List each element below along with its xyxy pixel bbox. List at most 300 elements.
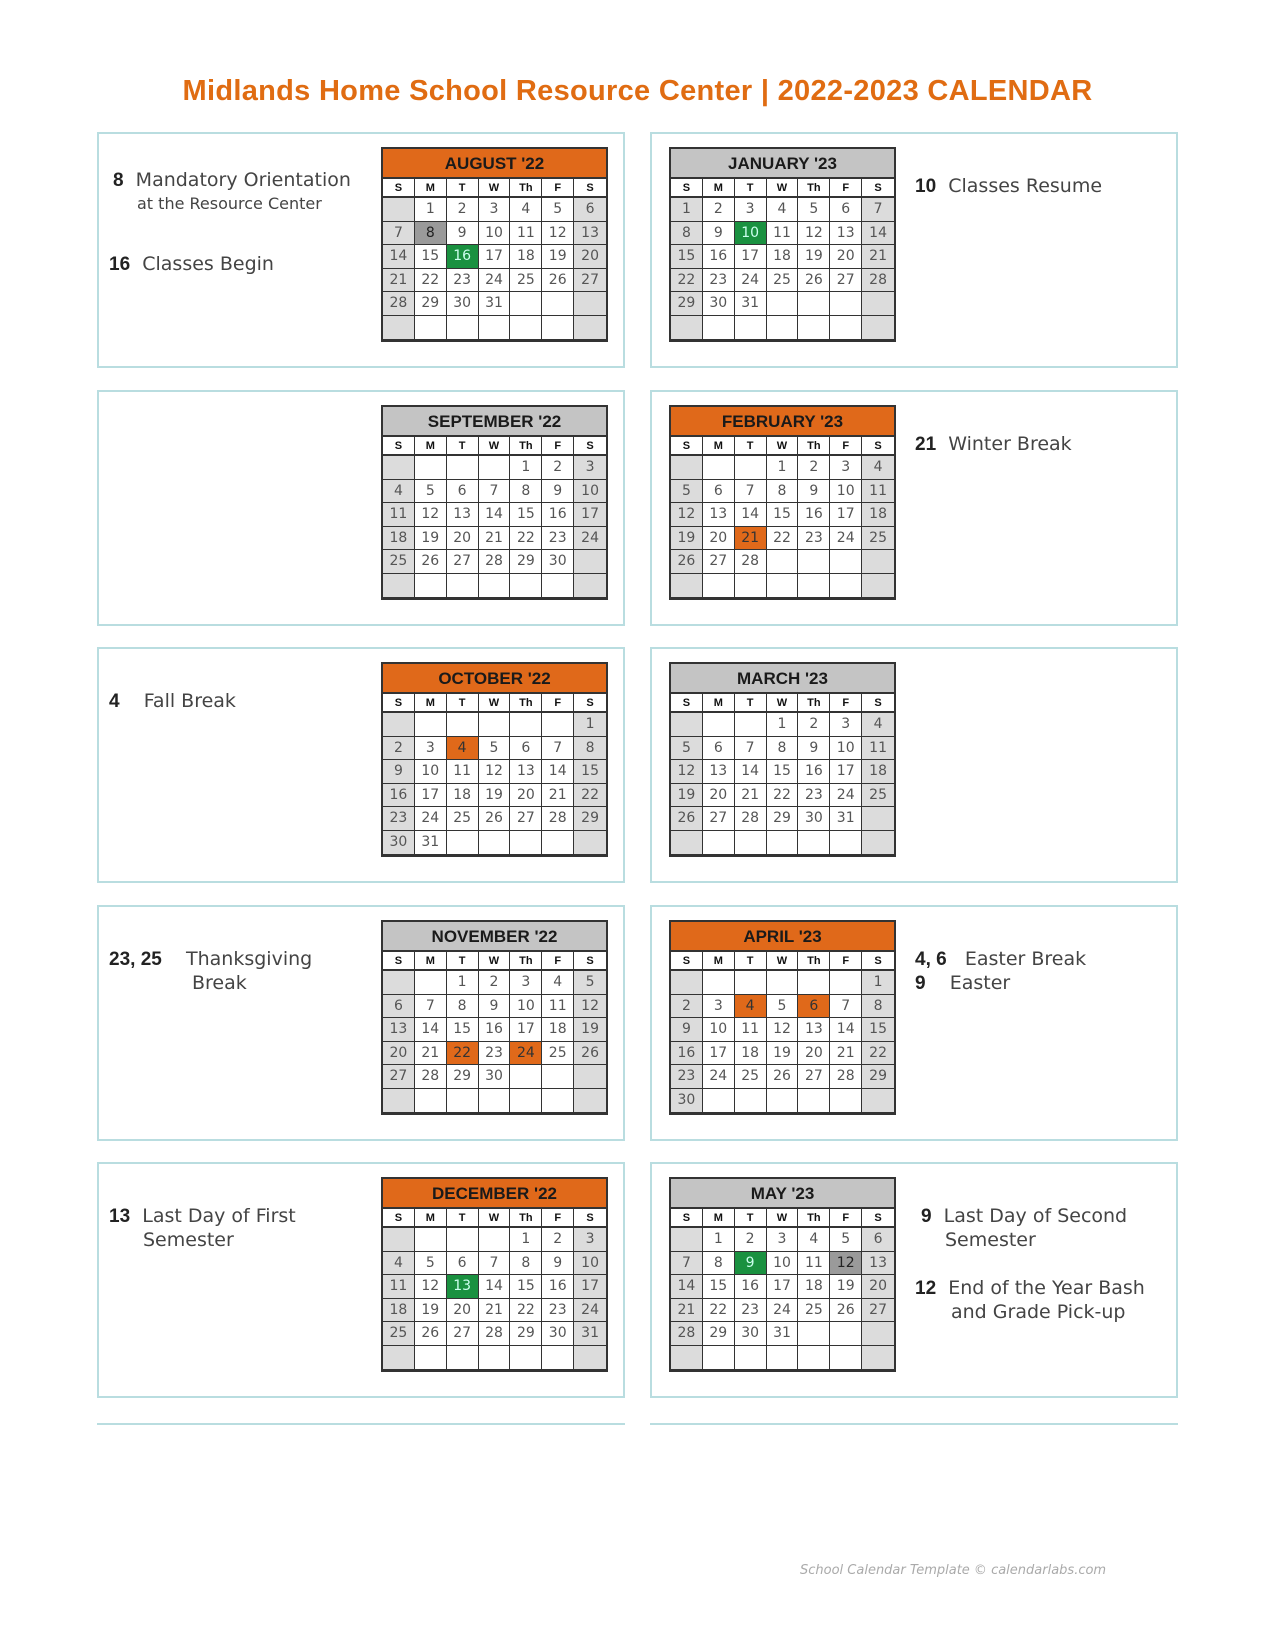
empty-cell bbox=[735, 456, 767, 480]
empty-cell bbox=[703, 456, 735, 480]
day-cell: 28 bbox=[415, 1065, 447, 1089]
day-cell: 15 bbox=[447, 1018, 479, 1042]
empty-cell bbox=[671, 456, 703, 480]
day-cell: 2 bbox=[671, 995, 703, 1019]
weekday-label: S bbox=[574, 952, 606, 971]
day-cell: 10 bbox=[510, 995, 542, 1019]
day-cell: 23 bbox=[542, 527, 574, 551]
day-cell: 20 bbox=[703, 784, 735, 808]
day-cell: 6 bbox=[383, 995, 415, 1019]
day-cell: 15 bbox=[510, 503, 542, 527]
day-cell: 3 bbox=[735, 198, 767, 222]
day-cell: 20 bbox=[830, 245, 862, 269]
day-cell: 17 bbox=[415, 784, 447, 808]
day-cell: 5 bbox=[767, 995, 799, 1019]
empty-cell bbox=[447, 456, 479, 480]
weekday-label: W bbox=[767, 437, 799, 456]
day-cell: 30 bbox=[479, 1065, 511, 1089]
month-header: SEPTEMBER '22 bbox=[383, 407, 606, 437]
empty-cell bbox=[830, 550, 862, 574]
weekday-label: S bbox=[671, 437, 703, 456]
day-cell: 4 bbox=[798, 1228, 830, 1252]
empty-cell bbox=[383, 198, 415, 222]
weekday-label: S bbox=[574, 694, 606, 713]
month-grid bbox=[671, 1209, 894, 1370]
empty-cell bbox=[479, 316, 511, 340]
empty-cell bbox=[671, 713, 703, 737]
empty-cell bbox=[383, 1346, 415, 1370]
event-apr-easter-break: 4, 6 Easter Break bbox=[915, 948, 1087, 970]
day-cell: 28 bbox=[479, 550, 511, 574]
month-grid bbox=[383, 1209, 606, 1370]
day-cell: 14 bbox=[479, 1275, 511, 1299]
empty-cell bbox=[542, 1065, 574, 1089]
day-cell: 19 bbox=[767, 1042, 799, 1066]
day-cell: 21 bbox=[383, 269, 415, 293]
day-cell: 12 bbox=[574, 995, 606, 1019]
month-header: NOVEMBER '22 bbox=[383, 922, 606, 952]
weekday-label: S bbox=[383, 694, 415, 713]
weekday-label: F bbox=[830, 952, 862, 971]
day-cell: 4 bbox=[383, 1252, 415, 1276]
empty-cell bbox=[479, 713, 511, 737]
day-cell: 31 bbox=[479, 292, 511, 316]
weekday-label: W bbox=[767, 179, 799, 198]
day-cell: 22 bbox=[671, 269, 703, 293]
day-cell: 3 bbox=[510, 971, 542, 995]
calendar-october bbox=[381, 662, 608, 857]
panel-april bbox=[650, 905, 1178, 1141]
empty-cell bbox=[767, 574, 799, 598]
weekday-label: M bbox=[415, 437, 447, 456]
day-cell: 22 bbox=[510, 527, 542, 551]
day-cell: 23 bbox=[542, 1299, 574, 1323]
day-cell: 22 bbox=[574, 784, 606, 808]
day-cell: 25 bbox=[862, 784, 894, 808]
day-cell: 13 bbox=[703, 503, 735, 527]
day-cell: 5 bbox=[479, 737, 511, 761]
weekday-label: Th bbox=[510, 179, 542, 198]
event-apr-easter: 9 Easter bbox=[915, 972, 1011, 994]
empty-cell bbox=[542, 316, 574, 340]
empty-cell bbox=[510, 292, 542, 316]
empty-cell bbox=[383, 713, 415, 737]
day-cell: 2 bbox=[542, 1228, 574, 1252]
month-grid bbox=[671, 437, 894, 598]
day-cell: 25 bbox=[798, 1299, 830, 1323]
day-cell: 1 bbox=[671, 198, 703, 222]
day-cell: 23 bbox=[447, 269, 479, 293]
day-cell: 21 bbox=[415, 1042, 447, 1066]
day-cell: 14 bbox=[415, 1018, 447, 1042]
day-cell: 25 bbox=[862, 527, 894, 551]
empty-cell bbox=[574, 831, 606, 855]
weekday-label: F bbox=[830, 179, 862, 198]
empty-cell bbox=[830, 316, 862, 340]
day-cell: 7 bbox=[479, 1252, 511, 1276]
day-cell: 16 bbox=[671, 1042, 703, 1066]
weekday-label: T bbox=[447, 694, 479, 713]
weekday-label: S bbox=[383, 1209, 415, 1228]
day-cell: 19 bbox=[479, 784, 511, 808]
day-cell: 5 bbox=[574, 971, 606, 995]
month-grid bbox=[383, 179, 606, 340]
empty-cell bbox=[862, 1089, 894, 1113]
empty-cell bbox=[574, 1089, 606, 1113]
day-cell: 17 bbox=[479, 245, 511, 269]
day-cell-highlighted: 21 bbox=[735, 527, 767, 551]
day-cell: 4 bbox=[510, 198, 542, 222]
day-cell-highlighted: 13 bbox=[447, 1275, 479, 1299]
day-cell: 12 bbox=[415, 503, 447, 527]
weekday-label: T bbox=[735, 437, 767, 456]
panel-august bbox=[97, 132, 625, 368]
day-cell: 14 bbox=[671, 1275, 703, 1299]
weekday-label: M bbox=[703, 437, 735, 456]
day-cell: 10 bbox=[830, 737, 862, 761]
weekday-label: F bbox=[542, 179, 574, 198]
day-cell: 8 bbox=[447, 995, 479, 1019]
day-cell: 3 bbox=[767, 1228, 799, 1252]
panel-november bbox=[97, 905, 625, 1141]
weekday-label: S bbox=[574, 437, 606, 456]
empty-cell bbox=[574, 1065, 606, 1089]
day-cell: 2 bbox=[798, 456, 830, 480]
empty-cell bbox=[767, 1346, 799, 1370]
day-cell: 20 bbox=[510, 784, 542, 808]
calendar-august bbox=[381, 147, 608, 342]
empty-cell bbox=[735, 831, 767, 855]
day-cell: 25 bbox=[767, 269, 799, 293]
empty-cell bbox=[735, 1089, 767, 1113]
day-cell: 27 bbox=[830, 269, 862, 293]
empty-cell bbox=[415, 316, 447, 340]
event-jan-classes-resume: 10 Classes Resume bbox=[915, 175, 1103, 197]
day-cell: 25 bbox=[383, 550, 415, 574]
day-cell-highlighted: 16 bbox=[447, 245, 479, 269]
day-cell: 3 bbox=[830, 456, 862, 480]
day-cell: 29 bbox=[862, 1065, 894, 1089]
day-cell: 29 bbox=[510, 1322, 542, 1346]
day-cell: 13 bbox=[574, 222, 606, 246]
weekday-label: S bbox=[862, 179, 894, 198]
day-cell: 18 bbox=[383, 1299, 415, 1323]
empty-cell bbox=[479, 574, 511, 598]
day-cell: 2 bbox=[735, 1228, 767, 1252]
empty-cell bbox=[830, 574, 862, 598]
day-cell: 22 bbox=[703, 1299, 735, 1323]
day-cell: 12 bbox=[767, 1018, 799, 1042]
weekday-label: S bbox=[574, 179, 606, 198]
empty-cell bbox=[447, 574, 479, 598]
empty-cell bbox=[703, 1089, 735, 1113]
empty-cell bbox=[574, 550, 606, 574]
day-cell: 2 bbox=[479, 971, 511, 995]
day-cell: 30 bbox=[671, 1089, 703, 1113]
day-cell: 8 bbox=[510, 1252, 542, 1276]
day-cell: 25 bbox=[383, 1322, 415, 1346]
empty-cell bbox=[510, 713, 542, 737]
day-cell: 29 bbox=[574, 807, 606, 831]
empty-cell bbox=[574, 316, 606, 340]
panel-october bbox=[97, 647, 625, 883]
month-grid bbox=[671, 694, 894, 855]
weekday-label: S bbox=[862, 437, 894, 456]
weekday-label: S bbox=[862, 952, 894, 971]
empty-cell bbox=[862, 316, 894, 340]
weekday-label: S bbox=[383, 179, 415, 198]
day-cell: 16 bbox=[542, 1275, 574, 1299]
day-cell: 12 bbox=[798, 222, 830, 246]
day-cell: 18 bbox=[798, 1275, 830, 1299]
calendar-february bbox=[669, 405, 896, 600]
empty-cell bbox=[767, 292, 799, 316]
day-cell: 18 bbox=[447, 784, 479, 808]
empty-cell bbox=[671, 316, 703, 340]
day-cell: 30 bbox=[542, 1322, 574, 1346]
day-cell: 11 bbox=[735, 1018, 767, 1042]
event-may-end-of-year-bash: 12 End of the Year Bash bbox=[915, 1277, 1145, 1299]
day-cell: 10 bbox=[830, 480, 862, 504]
weekday-label: Th bbox=[798, 694, 830, 713]
day-cell: 15 bbox=[574, 760, 606, 784]
weekday-label: W bbox=[767, 952, 799, 971]
weekday-label: F bbox=[542, 437, 574, 456]
day-cell: 19 bbox=[542, 245, 574, 269]
day-cell: 13 bbox=[383, 1018, 415, 1042]
empty-cell bbox=[767, 831, 799, 855]
event-aug-orientation-line2: at the Resource Center bbox=[137, 194, 322, 213]
day-cell: 28 bbox=[735, 550, 767, 574]
day-cell-highlighted: 4 bbox=[735, 995, 767, 1019]
day-cell: 31 bbox=[735, 292, 767, 316]
day-cell: 19 bbox=[415, 527, 447, 551]
empty-cell bbox=[735, 1346, 767, 1370]
day-cell: 19 bbox=[830, 1275, 862, 1299]
empty-cell bbox=[447, 316, 479, 340]
month-grid bbox=[383, 437, 606, 598]
empty-cell bbox=[383, 574, 415, 598]
empty-cell bbox=[862, 807, 894, 831]
empty-cell bbox=[862, 1322, 894, 1346]
day-cell: 15 bbox=[767, 760, 799, 784]
day-cell: 28 bbox=[735, 807, 767, 831]
day-cell: 22 bbox=[510, 1299, 542, 1323]
day-cell: 1 bbox=[703, 1228, 735, 1252]
day-cell: 24 bbox=[830, 784, 862, 808]
day-cell: 28 bbox=[862, 269, 894, 293]
event-aug-classes-begin: 16 Classes Begin bbox=[109, 253, 274, 275]
empty-cell bbox=[830, 1089, 862, 1113]
weekday-label: Th bbox=[798, 437, 830, 456]
day-cell: 27 bbox=[798, 1065, 830, 1089]
month-grid bbox=[671, 179, 894, 340]
day-cell: 23 bbox=[671, 1065, 703, 1089]
weekday-label: T bbox=[735, 179, 767, 198]
day-cell: 21 bbox=[479, 527, 511, 551]
day-cell: 7 bbox=[735, 480, 767, 504]
day-cell: 17 bbox=[830, 503, 862, 527]
day-cell: 26 bbox=[671, 807, 703, 831]
day-cell: 26 bbox=[798, 269, 830, 293]
weekday-label: W bbox=[479, 179, 511, 198]
day-cell: 3 bbox=[574, 456, 606, 480]
empty-cell bbox=[479, 456, 511, 480]
weekday-label: T bbox=[735, 952, 767, 971]
day-cell: 8 bbox=[671, 222, 703, 246]
day-cell: 9 bbox=[542, 480, 574, 504]
empty-cell bbox=[479, 831, 511, 855]
empty-cell bbox=[798, 1322, 830, 1346]
weekday-label: W bbox=[479, 694, 511, 713]
day-cell: 26 bbox=[671, 550, 703, 574]
month-header: APRIL '23 bbox=[671, 922, 894, 952]
day-cell: 2 bbox=[798, 713, 830, 737]
day-cell: 12 bbox=[671, 503, 703, 527]
day-cell: 18 bbox=[735, 1042, 767, 1066]
day-cell: 15 bbox=[415, 245, 447, 269]
empty-cell bbox=[383, 1089, 415, 1113]
day-cell: 30 bbox=[447, 292, 479, 316]
day-cell: 11 bbox=[542, 995, 574, 1019]
day-cell: 28 bbox=[542, 807, 574, 831]
day-cell: 8 bbox=[703, 1252, 735, 1276]
day-cell: 18 bbox=[862, 503, 894, 527]
event-oct-fall-break: 4 Fall Break bbox=[109, 690, 236, 712]
month-header: MAY '23 bbox=[671, 1179, 894, 1209]
weekday-label: M bbox=[415, 952, 447, 971]
event-may-end-line2: and Grade Pick-up bbox=[951, 1301, 1126, 1323]
day-cell: 7 bbox=[862, 198, 894, 222]
day-cell: 29 bbox=[447, 1065, 479, 1089]
day-cell: 29 bbox=[510, 550, 542, 574]
footer-credit: School Calendar Template © calendarlabs.com bbox=[800, 1563, 1107, 1578]
empty-cell bbox=[510, 1346, 542, 1370]
day-cell: 27 bbox=[703, 807, 735, 831]
empty-cell bbox=[830, 831, 862, 855]
day-cell: 22 bbox=[767, 527, 799, 551]
day-cell: 24 bbox=[415, 807, 447, 831]
event-nov-thanksgiving-line2: Break bbox=[192, 972, 247, 994]
empty-cell bbox=[767, 1089, 799, 1113]
day-cell: 13 bbox=[798, 1018, 830, 1042]
day-cell: 17 bbox=[574, 1275, 606, 1299]
day-cell: 3 bbox=[830, 713, 862, 737]
day-cell-highlighted: 9 bbox=[735, 1252, 767, 1276]
day-cell: 14 bbox=[735, 503, 767, 527]
day-cell: 18 bbox=[767, 245, 799, 269]
day-cell: 24 bbox=[703, 1065, 735, 1089]
day-cell: 6 bbox=[447, 1252, 479, 1276]
day-cell: 1 bbox=[862, 971, 894, 995]
weekday-label: T bbox=[447, 1209, 479, 1228]
day-cell: 16 bbox=[542, 503, 574, 527]
day-cell: 14 bbox=[862, 222, 894, 246]
day-cell: 13 bbox=[862, 1252, 894, 1276]
empty-cell bbox=[862, 550, 894, 574]
day-cell: 19 bbox=[415, 1299, 447, 1323]
empty-cell bbox=[542, 292, 574, 316]
day-cell: 4 bbox=[862, 456, 894, 480]
calendar-may bbox=[669, 1177, 896, 1372]
page-title: Midlands Home School Resource Center | 2022-2023 CALENDAR bbox=[182, 75, 1093, 107]
day-cell: 7 bbox=[542, 737, 574, 761]
empty-cell bbox=[479, 1228, 511, 1252]
month-header: DECEMBER '22 bbox=[383, 1179, 606, 1209]
day-cell: 11 bbox=[510, 222, 542, 246]
day-cell: 4 bbox=[767, 198, 799, 222]
day-cell: 3 bbox=[703, 995, 735, 1019]
month-header: AUGUST '22 bbox=[383, 149, 606, 179]
calendar-november bbox=[381, 920, 608, 1115]
day-cell: 9 bbox=[479, 995, 511, 1019]
day-cell: 15 bbox=[703, 1275, 735, 1299]
day-cell: 17 bbox=[830, 760, 862, 784]
day-cell: 21 bbox=[862, 245, 894, 269]
day-cell: 25 bbox=[542, 1042, 574, 1066]
day-cell: 9 bbox=[798, 737, 830, 761]
day-cell-highlighted: 12 bbox=[830, 1252, 862, 1276]
empty-cell bbox=[703, 1346, 735, 1370]
day-cell: 13 bbox=[703, 760, 735, 784]
day-cell: 14 bbox=[735, 760, 767, 784]
empty-cell bbox=[798, 1089, 830, 1113]
empty-cell bbox=[735, 971, 767, 995]
day-cell: 8 bbox=[510, 480, 542, 504]
day-cell: 7 bbox=[671, 1252, 703, 1276]
day-cell: 5 bbox=[415, 1252, 447, 1276]
day-cell: 5 bbox=[830, 1228, 862, 1252]
weekday-label: Th bbox=[510, 437, 542, 456]
day-cell: 24 bbox=[574, 1299, 606, 1323]
day-cell-highlighted: 8 bbox=[415, 222, 447, 246]
empty-cell bbox=[830, 1346, 862, 1370]
day-cell: 13 bbox=[447, 503, 479, 527]
empty-cell bbox=[542, 831, 574, 855]
day-cell: 17 bbox=[574, 503, 606, 527]
day-cell: 4 bbox=[542, 971, 574, 995]
day-cell: 10 bbox=[574, 480, 606, 504]
empty-cell bbox=[510, 831, 542, 855]
day-cell: 1 bbox=[510, 1228, 542, 1252]
day-cell: 8 bbox=[862, 995, 894, 1019]
empty-cell bbox=[830, 971, 862, 995]
empty-cell bbox=[671, 831, 703, 855]
weekday-label: T bbox=[447, 952, 479, 971]
day-cell: 3 bbox=[415, 737, 447, 761]
day-cell: 13 bbox=[510, 760, 542, 784]
empty-cell bbox=[510, 316, 542, 340]
day-cell: 22 bbox=[767, 784, 799, 808]
day-cell: 29 bbox=[671, 292, 703, 316]
day-cell: 26 bbox=[574, 1042, 606, 1066]
empty-cell bbox=[383, 971, 415, 995]
weekday-label: T bbox=[735, 694, 767, 713]
day-cell: 11 bbox=[862, 480, 894, 504]
weekday-label: W bbox=[767, 1209, 799, 1228]
day-cell: 1 bbox=[574, 713, 606, 737]
day-cell: 8 bbox=[767, 480, 799, 504]
empty-cell bbox=[703, 316, 735, 340]
day-cell: 20 bbox=[703, 527, 735, 551]
empty-cell bbox=[671, 1228, 703, 1252]
day-cell: 30 bbox=[383, 831, 415, 855]
day-cell-highlighted: 10 bbox=[735, 222, 767, 246]
day-cell-highlighted: 6 bbox=[798, 995, 830, 1019]
day-cell: 9 bbox=[671, 1018, 703, 1042]
day-cell: 14 bbox=[542, 760, 574, 784]
day-cell: 27 bbox=[574, 269, 606, 293]
